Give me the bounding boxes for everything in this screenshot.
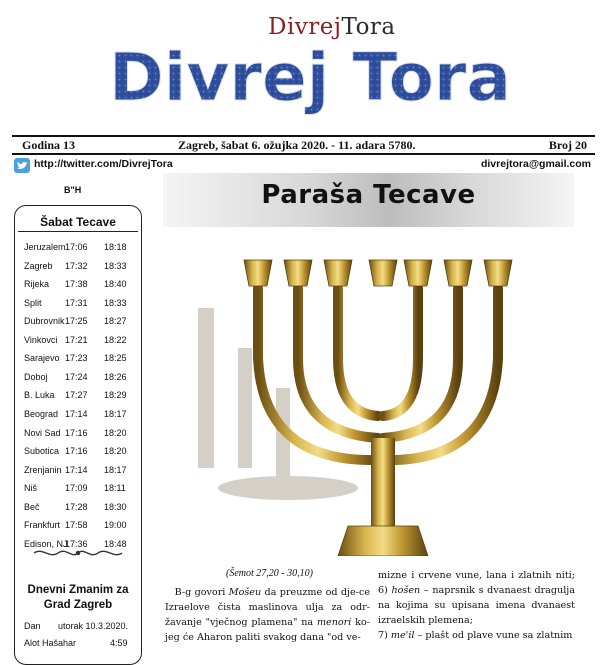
candle-lighting-time: 17:27 <box>65 390 88 401</box>
sidebar-title: Šabat Tecave <box>40 215 116 229</box>
article-text: mizne i crvene vune, lana i zlatnih niti; 6) <box>378 570 575 596</box>
city-name: Edison, NJ <box>24 538 68 549</box>
city-name: Jeruzalem <box>24 242 66 252</box>
city-name: Rijeka <box>24 279 50 290</box>
candle-lighting-time: 17:24 <box>65 371 88 382</box>
havdalah-time: 18:33 <box>104 260 127 271</box>
candle-lighting-time: 17:14 <box>65 464 88 475</box>
city-name: Beograd <box>24 408 59 419</box>
candle-time-row <box>24 516 136 535</box>
candle-lighting-time: 17:14 <box>65 408 88 419</box>
city-name: Doboj <box>24 371 48 382</box>
havdalah-time: 18:29 <box>104 390 127 401</box>
candle-lighting-time: 17:16 <box>65 446 88 457</box>
zmanim-title-line-2: Grad Zagreb <box>43 599 113 611</box>
candle-time-row <box>24 479 136 498</box>
candle-time-row <box>24 368 136 387</box>
ornament-divider <box>32 546 124 560</box>
twitter-icon[interactable] <box>14 158 30 173</box>
email-link[interactable]: divrejtora@gmail.com <box>480 158 591 170</box>
article-text: 7) <box>378 630 391 641</box>
havdalah-time: 18:11 <box>104 483 126 494</box>
masthead-title: Divrej Tora <box>108 39 512 116</box>
candle-lighting-time: 17:32 <box>65 260 88 271</box>
zmanim-title-line-1: Dnevni Zmanim za <box>27 584 129 596</box>
small-logo-divrej: Divrej <box>268 14 342 40</box>
city-name: Dubrovnik <box>24 316 65 327</box>
twitter-link[interactable]: http://twitter.com/DivrejTora <box>34 158 173 170</box>
havdalah-time: 18:33 <box>104 297 127 308</box>
city-name: Niš <box>24 483 37 494</box>
candle-lighting-time: 17:58 <box>65 520 88 531</box>
candle-time-row <box>24 386 136 405</box>
candle-lighting-time: 17:09 <box>65 483 88 494</box>
havdalah-time: 18:17 <box>104 464 127 475</box>
havdalah-time: 18:40 <box>104 279 127 290</box>
candle-time-row <box>24 312 136 331</box>
havdalah-time: 18:17 <box>104 408 127 419</box>
candle-time-row <box>24 275 136 294</box>
candle-time-row <box>24 238 136 257</box>
candle-lighting-time: 17:16 <box>65 427 88 438</box>
candle-time-row <box>24 498 136 517</box>
candle-lighting-time: 17:21 <box>65 334 88 345</box>
candle-lighting-time: 17:06 <box>65 242 88 252</box>
candle-lighting-time: 17:31 <box>65 297 88 308</box>
menorah-image <box>168 238 588 556</box>
issue-number: Broj 20 <box>548 138 587 152</box>
candle-time-row <box>24 405 136 424</box>
article-column-left <box>165 585 370 645</box>
article-text: – plašt od plave vune sa zlatnim <box>414 630 573 641</box>
zmanim-title <box>14 583 142 613</box>
article-text: ko-jeg će Aharon paliti svakog dana "od ve- <box>165 617 370 643</box>
city-name: Zagreb <box>24 260 53 271</box>
city-name: Frankfurt <box>24 520 61 531</box>
candle-time-row <box>24 442 136 461</box>
zmanim-day-label: Dan <box>24 621 41 631</box>
issue-date: Zagreb, šabat 6. ožujka 2020. - 11. adara 5780. <box>178 138 416 152</box>
havdalah-time: 18:25 <box>104 353 127 364</box>
candle-time-row <box>24 424 136 443</box>
city-name: Vinkovci <box>24 334 58 345</box>
zmanim-day-value: utorak 10.3.2020. <box>58 621 129 631</box>
article-paragraph-right-2 <box>378 628 575 643</box>
city-name: Beč <box>24 501 40 512</box>
havdalah-time: 18:27 <box>104 316 127 327</box>
issue-year: Godina 13 <box>22 138 76 152</box>
havdalah-time: 18:48 <box>104 538 127 549</box>
article-text-italic: me'il <box>390 630 415 641</box>
havdalah-time: 18:20 <box>104 427 127 438</box>
article-text: da preuzme od dje-ce Izraelove čista maslinova ulja za odr-žavanje "vječnog plamena" na <box>165 587 370 628</box>
article-column-right <box>378 568 575 643</box>
article-paragraph-left <box>165 585 370 645</box>
candle-time-row <box>24 294 136 313</box>
city-name: B. Luka <box>24 390 55 401</box>
havdalah-time: 18:30 <box>104 501 127 512</box>
havdalah-time: 18:18 <box>104 242 127 252</box>
bh-mark: B"H <box>64 185 82 195</box>
parasha-reference: (Šemot 27,20 - 30,10) <box>226 568 313 579</box>
candle-time-row <box>24 461 136 480</box>
candle-time-row <box>24 331 136 350</box>
article-text-italic: menori <box>316 617 352 628</box>
zmanim-alot-value: 4:59 <box>110 638 128 648</box>
article-paragraph-right <box>378 568 575 628</box>
city-name: Novi Sad <box>24 427 61 438</box>
havdalah-time: 18:26 <box>104 371 127 382</box>
candle-time-row <box>24 349 136 368</box>
masthead-title-logo <box>100 30 520 122</box>
small-logo-tora: Tora <box>341 14 396 40</box>
candle-lighting-time: 17:28 <box>65 501 88 512</box>
city-name: Sarajevo <box>24 353 60 364</box>
parasha-title: Paraša Tecave <box>261 180 476 210</box>
article-text-italic: hošen <box>391 585 421 596</box>
havdalah-time: 18:20 <box>104 446 127 457</box>
candle-lighting-time: 17:25 <box>65 316 88 327</box>
candle-lighting-time: 17:36 <box>65 538 88 549</box>
candle-lighting-time: 17:23 <box>65 353 88 364</box>
city-name: Split <box>24 297 42 308</box>
article-text-italic: Mošeu <box>228 587 262 598</box>
candle-time-row <box>24 257 136 276</box>
article-text: B-g govori <box>174 587 229 598</box>
info-bar-top-rule <box>12 135 595 137</box>
havdalah-time: 18:22 <box>104 334 127 345</box>
zmanim-alot-label: Alot Hašahar <box>24 638 77 648</box>
sidebar-title-rule <box>18 231 138 232</box>
info-bar-bottom-rule <box>12 153 595 155</box>
article-text: – naprsnik s dvanaest dragulja na kojima su upisana imena dvanaest izraelskih plemena; <box>378 585 575 626</box>
havdalah-time: 19:00 <box>104 520 127 531</box>
candle-lighting-time: 17:38 <box>65 279 88 290</box>
city-name: Zrenjanin <box>24 464 62 475</box>
city-name: Subotica <box>24 446 60 457</box>
